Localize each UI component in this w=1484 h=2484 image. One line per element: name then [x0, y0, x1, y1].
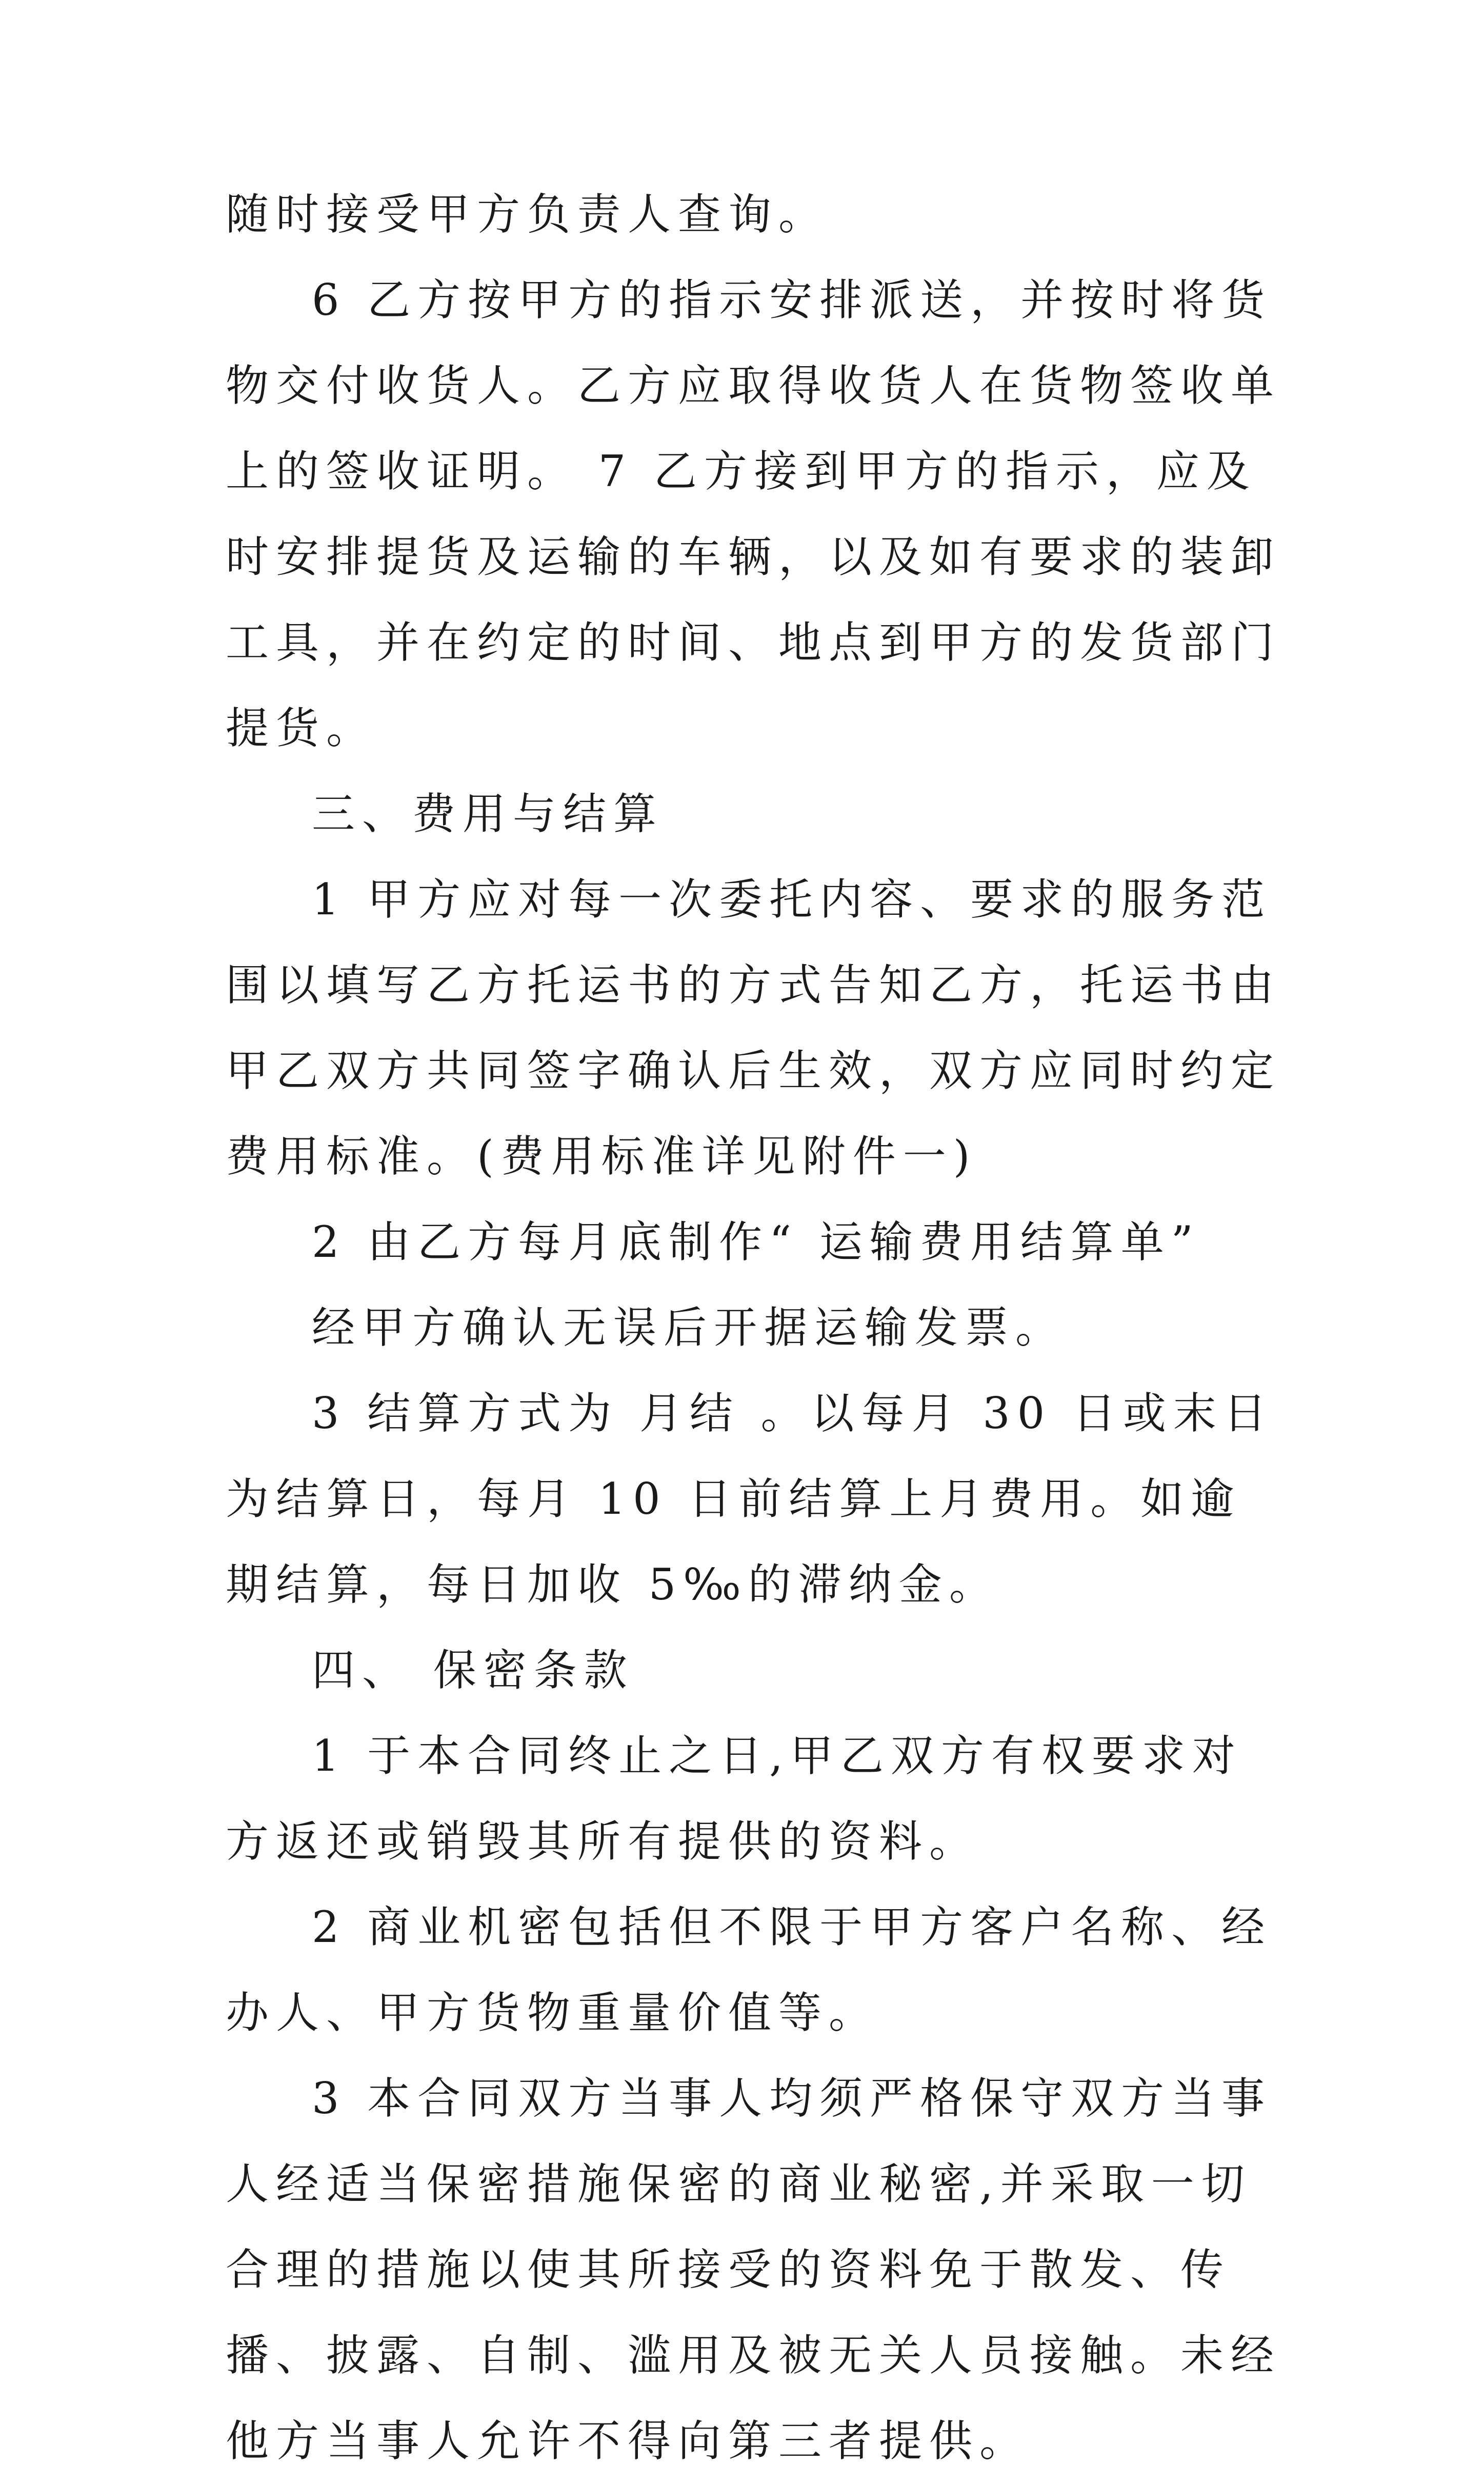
paragraph-item-6-7: 6 乙方按甲方的指示安排派送，并按时将货物交付收货人。乙方应取得收货人在货物签收单上的签收证明。 7 乙方接到甲方的指示，应及时安排提货及运输的车辆，以及如有要求的装卸工具，并在约定的时间、地点到甲方的发货部门提货。 [226, 275, 1281, 753]
paragraph-fee-1: 1 甲方应对每一次委托内容、要求的服务范围以填写乙方托运书的方式告知乙方，托运书由甲乙双方共同签字确认后生效，双方应同时约定费用标准。(费用标准详见附件一) [226, 874, 1281, 1181]
section-heading-fees: 三、费用与结算 [312, 789, 664, 839]
paragraph-confidentiality-3: 3 本合同双方当事人均须严格保守双方当事人经适当保密措施保密的商业秘密,并采取一切合理的措施以使其所接受的资料免于散发、传播、披露、自制、滥用及被无关人员接触。未经他方当事人允许不得向第三者提供。 [226, 2073, 1281, 2466]
paragraph-continuation: 随时接受甲方负责人查询。 [226, 189, 829, 239]
paragraph-confidentiality-2: 2 商业机密包括但不限于甲方客户名称、经办人、甲方货物重量价值等。 [226, 1902, 1272, 2038]
section-heading-confidentiality: 四、 保密条款 [312, 1645, 634, 1695]
paragraph-confidentiality-1: 1 于本合同终止之日,甲乙双方有权要求对方返还或销毁其所有提供的资料。 [226, 1731, 1242, 1867]
paragraph-fee-2-cont: 经甲方确认无误后开据运输发票。 [312, 1303, 1066, 1353]
document-body [226, 172, 1282, 2484]
paragraph-fee-2: 2 由乙方每月底制作“ 运输费用结算单” [312, 1217, 1200, 1267]
paragraph-fee-3: 3 结算方式为 月结 。以每月 30 日或末日为结算日，每月 10 日前结算上月费用。如逾期结算，每日加收 5‰的滞纳金。 [226, 1388, 1274, 1610]
